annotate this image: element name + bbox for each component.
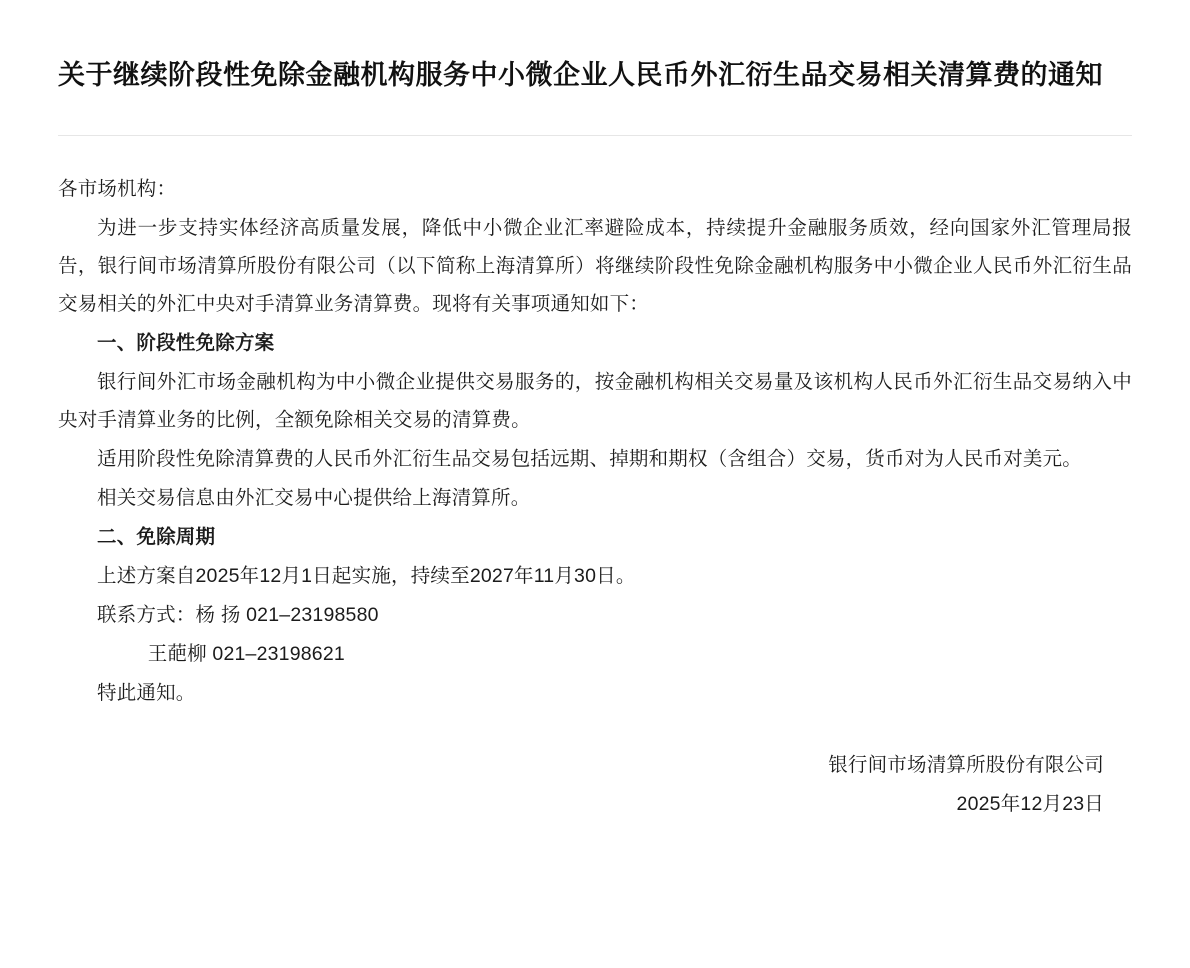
title-divider (58, 135, 1132, 136)
section-one-heading: 一、阶段性免除方案 (97, 332, 275, 355)
section-two-paragraph-1: 上述方案自2025年12月1日起实施，持续至2027年11月30日。 (97, 565, 636, 588)
section-one-paragraph-3: 相关交易信息由外汇交易中心提供给上海清算所。 (97, 487, 531, 510)
signature-date: 2025年12月23日 (956, 793, 1104, 816)
section-one-paragraph-2: 适用阶段性免除清算费的人民币外汇衍生品交易包括远期、掉期和期权（含组合）交易，货币对为人民币对美元。 (97, 448, 1083, 471)
document-body (58, 170, 1132, 712)
closing-line: 特此通知。 (97, 682, 196, 705)
signature-block (58, 746, 1132, 824)
section-one-paragraph-1: 银行间外汇市场金融机构为中小微企业提供交易服务的，按金融机构相关交易量及该机构人民币外汇衍生品交易纳入中央对手清算业务的比例，全额免除相关交易的清算费。 (58, 371, 1132, 432)
page-title: 关于继续阶段性免除金融机构服务中小微企业人民币外汇衍生品交易相关清算费的通知 (58, 60, 1103, 90)
signature-organization: 银行间市场清算所股份有限公司 (828, 754, 1104, 777)
intro-paragraph: 为进一步支持实体经济高质量发展，降低中小微企业汇率避险成本，持续提升金融服务质效，经向国家外汇管理局报告，银行间市场清算所股份有限公司（以下简称上海清算所）将继续阶段性免除金融机构服务中小微企业人民币外汇衍生品交易相关的外汇中央对手清算业务清算费。现将有关事项通知如下： (58, 217, 1132, 316)
contact-line-primary: 联系方式：杨 扬 021–23198580 (97, 604, 379, 627)
contact-line-secondary: 王葩柳 021–23198621 (147, 643, 345, 666)
salutation: 各市场机构： (58, 178, 177, 201)
section-two-heading: 二、免除周期 (97, 526, 216, 549)
